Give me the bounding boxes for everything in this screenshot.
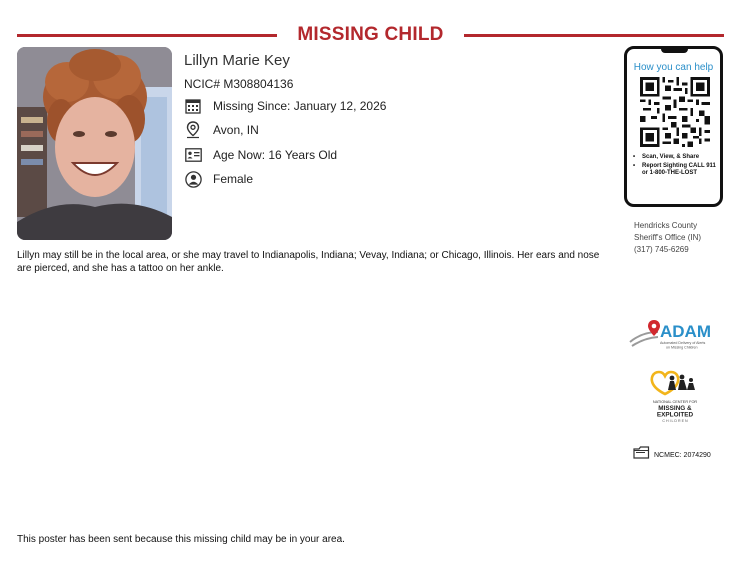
ncic-number: NCIC# M308804136 <box>184 77 294 91</box>
ncmec-logo <box>645 368 705 428</box>
ncmec-exploited-text: EXPLOITED <box>656 411 694 419</box>
sex-text: Female <box>213 172 254 186</box>
calendar-icon <box>184 97 202 115</box>
ncmec-missing-text: MISSING & <box>658 405 692 412</box>
agency-name-line2: Sheriff's Office (IN) <box>634 233 702 242</box>
case-number-text: NCMEC: 2074290 <box>654 451 711 459</box>
location-text: Avon, IN <box>213 123 259 137</box>
missing-since-row <box>184 97 386 115</box>
person-icon <box>184 170 202 188</box>
help-item-share: • Scan, View, & Share <box>632 154 720 162</box>
phone-notch <box>661 48 688 53</box>
adam-logo <box>628 318 720 354</box>
agency-name-line1: Hendricks County <box>634 221 698 230</box>
ncmec-top-text: NATIONAL CENTER FOR <box>652 400 698 404</box>
adam-tagline-1: Automated Delivery of Alerts <box>660 341 706 345</box>
agency-phone: (317) 745-6269 <box>634 245 689 254</box>
age-text: Age Now: 16 Years Old <box>213 148 338 162</box>
adam-wordmark: ADAM <box>660 322 711 341</box>
child-photo <box>17 47 172 240</box>
map-pin-icon <box>184 121 202 139</box>
location-row <box>184 121 259 139</box>
adam-tagline-2: on Missing Children <box>666 345 698 350</box>
missing-since-text: Missing Since: January 12, 2026 <box>213 99 387 113</box>
child-name: Lillyn Marie Key <box>184 52 290 69</box>
footer-note: This poster has been sent because this missing child may be in your area. <box>17 534 345 545</box>
age-row <box>184 146 337 164</box>
id-card-icon <box>184 146 202 164</box>
help-panel <box>624 46 723 207</box>
ncmec-children-text: C H I L D R E N <box>662 419 688 423</box>
poster-title: MISSING CHILD <box>297 24 444 45</box>
folder-icon <box>633 446 650 464</box>
description-text: Lillyn may still be in the local area, or she may travel to Indianapolis, Indiana; Vevay, Indiana; or Chicago, Illinois. Her ears and nose are pierced, and she has a tattoo on her ankle. <box>17 250 600 274</box>
help-item-report: • Report Sighting CALL 911 or 1-800-THE-LOST <box>632 163 720 178</box>
qr-code[interactable] <box>640 77 710 147</box>
sex-row <box>184 170 253 188</box>
help-panel-title: How you can help <box>633 62 714 73</box>
help-list <box>632 154 720 179</box>
header-rule-right <box>464 34 724 37</box>
agency-contact <box>634 220 701 256</box>
case-number <box>633 446 711 464</box>
header-rule-left <box>17 34 277 37</box>
